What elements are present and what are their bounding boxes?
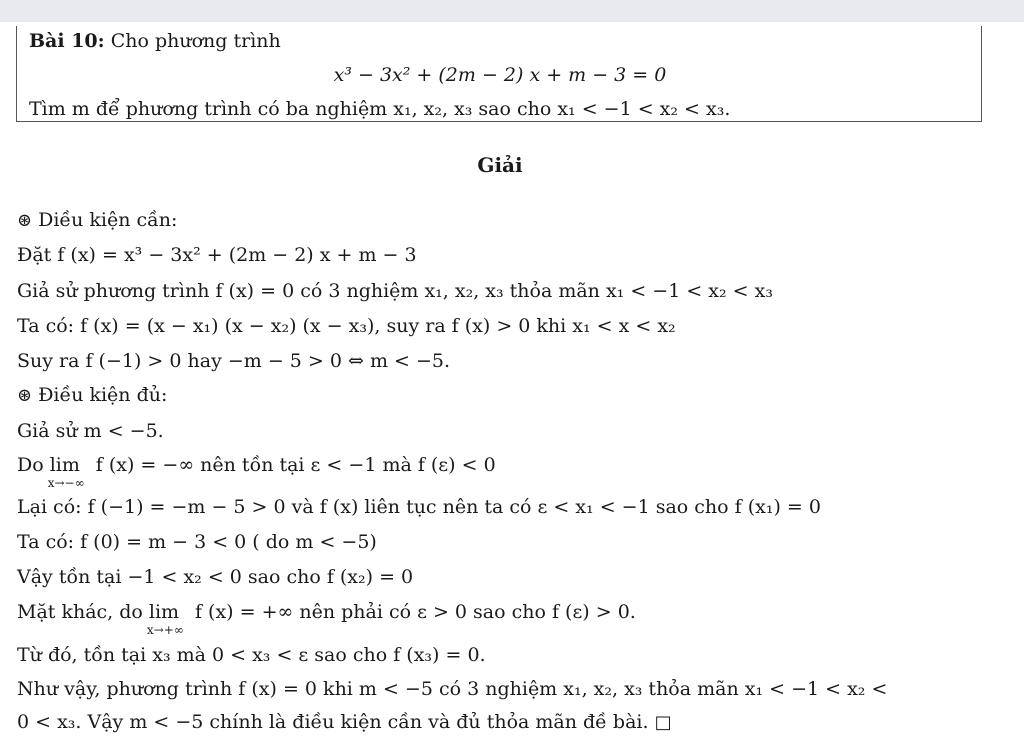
- necessary-title-text: Diều kiện cần:: [38, 209, 178, 231]
- problem-header: [29, 28, 281, 54]
- limit-operator: [47, 452, 90, 490]
- line-10-suffix: f (x) = +∞ nên phải có ε > 0 sao cho f (ε) > 0.: [194, 601, 636, 623]
- solution-line-1: Đặt f (x) = x³ − 3x² + (2m − 2) x + m − 3: [17, 244, 417, 266]
- solution-line-4: Suy ra f (−1) > 0 hay −m − 5 > 0 ⇔ m < −5.: [17, 350, 451, 372]
- bullet-star-icon: ⊛: [17, 385, 33, 406]
- solution-line-2: Giả sử phương trình f (x) = 0 có 3 nghiệm x₁, x₂, x₃ thỏa mãn x₁ < −1 < x₂ < x₃: [17, 280, 773, 302]
- solution-line-8: Ta có: f (0) = m − 3 < 0 ( do m < −5): [17, 531, 377, 553]
- top-bar: [0, 0, 1024, 22]
- lim-text: lim: [49, 454, 80, 476]
- lim-text: lim: [148, 601, 180, 623]
- necessary-condition-title: [17, 207, 177, 234]
- solution-line-7: Lại có: f (−1) = −m − 5 > 0 và f (x) liên tục nên ta có ε < x₁ < −1 sao cho f (x₁) = 0: [17, 496, 821, 518]
- qed-square-icon: □: [654, 712, 672, 733]
- problem-label: Bài 10:: [29, 30, 105, 52]
- line-6-prefix: Do: [17, 454, 44, 476]
- bullet-star-icon: ⊛: [17, 210, 33, 231]
- lim-subscript: x→−∞: [47, 476, 85, 490]
- sufficient-title-text: Điều kiện đủ:: [38, 384, 168, 406]
- sufficient-condition-title: [17, 382, 167, 409]
- solution-line-11: Từ đó, tồn tại x₃ mà 0 < x₃ < ε sao cho f (x₃) = 0.: [17, 644, 486, 666]
- line-6-suffix: f (x) = −∞ nên tồn tại ε < −1 mà f (ε) < 0: [95, 454, 496, 476]
- solution-line-6: [17, 452, 496, 490]
- problem-equation: x³ − 3x² + (2m − 2) x + m − 3 = 0: [333, 64, 667, 86]
- line-10-prefix: Mặt khác, do: [17, 601, 143, 623]
- solution-line-5: Giả sử m < −5.: [17, 420, 164, 442]
- line-13-text: 0 < x₃. Vậy m < −5 chính là điều kiện cần và đủ thỏa mãn đề bài.: [17, 711, 649, 733]
- problem-box: [16, 26, 982, 122]
- solution-line-13: [17, 709, 672, 736]
- solution-line-12: Như vậy, phương trình f (x) = 0 khi m < −5 có 3 nghiệm x₁, x₂, x₃ thỏa mãn x₁ < −1 < x₂ <: [17, 678, 888, 700]
- solution-line-10: [17, 599, 636, 637]
- solution-heading: Giải: [477, 153, 523, 177]
- solution-line-9: Vậy tồn tại −1 < x₂ < 0 sao cho f (x₂) = 0: [17, 566, 414, 588]
- solution-line-3: Ta có: f (x) = (x − x₁) (x − x₂) (x − x₃), suy ra f (x) > 0 khi x₁ < x < x₂: [17, 315, 676, 337]
- problem-intro: Cho phương trình: [110, 30, 281, 52]
- lim-subscript: x→+∞: [146, 623, 184, 637]
- limit-operator: [146, 599, 189, 637]
- problem-question: Tìm m để phương trình có ba nghiệm x₁, x₂, x₃ sao cho x₁ < −1 < x₂ < x₃.: [29, 98, 731, 120]
